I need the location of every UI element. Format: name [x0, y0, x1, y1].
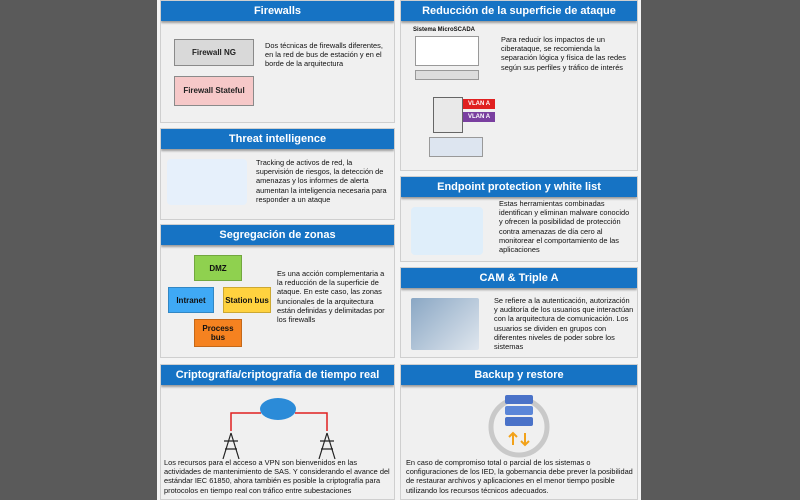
vlan-a-purple-label: VLAN A — [463, 112, 495, 122]
backup-text: En caso de compromiso total o parcial de los sistemas o configuraciones de los IED, la gobernancia debe prever la posibilidad de restaurar archivos y aplicaciones en el menor tiempo posible utilizando los recursos técnicos adecuados. — [406, 458, 633, 495]
threat-panel — [160, 128, 395, 220]
crypto-panel — [160, 364, 395, 500]
endpoint-text: Estas herramientas combinadas identifican y eliminan malware conocido y ofrecen la posibilidad de protección contra amenazas de día cero al monitorear el comportamiento de las aplicaciones — [499, 199, 630, 255]
backup-panel — [400, 364, 638, 500]
zones-title: Segregación de zonas — [161, 225, 394, 245]
network-diagram — [407, 25, 497, 165]
zones-panel — [160, 224, 395, 358]
endpoint-title: Endpoint protection y white list — [401, 177, 637, 197]
firewall-ng-box: Firewall NG — [174, 39, 254, 66]
process-bus-zone: Process bus — [194, 319, 242, 347]
attack-surface-panel — [400, 0, 638, 171]
threat-text: Tracking de activos de red, la supervisión de riesgos, la detección de amenazas y los informes de alerta aumentan la inteligencia necesaria para responder a un ataque — [256, 158, 387, 204]
cloud-icon — [260, 398, 296, 420]
crypto-text: Los recursos para el acceso a VPN son bienvenidos en las actividades de mantenimiento de SAS. Y considerando el avance del estándar IEC 61850, ahora también es posible la criptografía para protocolos en tiempo real con tráfico entre subestaciones — [164, 458, 390, 495]
operator-photo — [411, 298, 479, 350]
threat-title: Threat intelligence — [161, 129, 394, 149]
firewalls-panel — [160, 0, 395, 123]
firewall-stateful-box: Firewall Stateful — [174, 76, 254, 106]
infographic-page — [157, 0, 641, 500]
transmission-tower-right-icon — [319, 433, 335, 459]
zones-text: Es una acción complementaria a la reducción de la superficie de ataque. En este caso, las zonas funcionales de la arquitectura están definidas y delimitadas por los firewalls — [277, 269, 385, 325]
backup-title: Backup y restore — [401, 365, 637, 385]
threat-illustration-icon — [167, 159, 247, 205]
crypto-title: Criptografía/criptografía de tiempo real — [161, 365, 394, 385]
microscada-label: Sistema MicroSCADA — [413, 27, 476, 33]
monitor-icon — [415, 36, 479, 66]
station-bus-zone: Station bus — [223, 287, 271, 313]
dmz-zone: DMZ — [194, 255, 242, 281]
rack-icon — [429, 137, 483, 157]
ied-cabinet-icon — [433, 97, 463, 133]
switch-icon — [415, 70, 479, 80]
transmission-tower-left-icon — [223, 433, 239, 459]
backup-restore-icon — [479, 389, 559, 459]
endpoint-illustration-icon — [411, 207, 483, 255]
firewalls-text: Dos técnicas de firewalls diferentes, en la red de bus de estación y en el borde de la arquitectura — [265, 41, 383, 69]
cam-title: CAM & Triple A — [401, 268, 637, 288]
attack-surface-title: Reducción de la superficie de ataque — [401, 1, 637, 21]
firewalls-title: Firewalls — [161, 1, 394, 21]
intranet-zone: Intranet — [168, 287, 214, 313]
vpn-diagram — [209, 391, 349, 463]
endpoint-panel — [400, 176, 638, 262]
cam-panel — [400, 267, 638, 358]
attack-surface-text: Para reducir los impactos de un ciberataque, se recomienda la separación lógica y física de las redes según sus perfiles y tráfico de interés — [501, 35, 626, 72]
vlan-a-red-label: VLAN A — [463, 99, 495, 109]
cam-text: Se refiere a la autenticación, autorización y auditoría de los usuarios que interactúan con la arquitectura de comunicación. Los usuarios se dividen en grupos con diferentes niveles de poder sobre los sistemas — [494, 296, 634, 352]
